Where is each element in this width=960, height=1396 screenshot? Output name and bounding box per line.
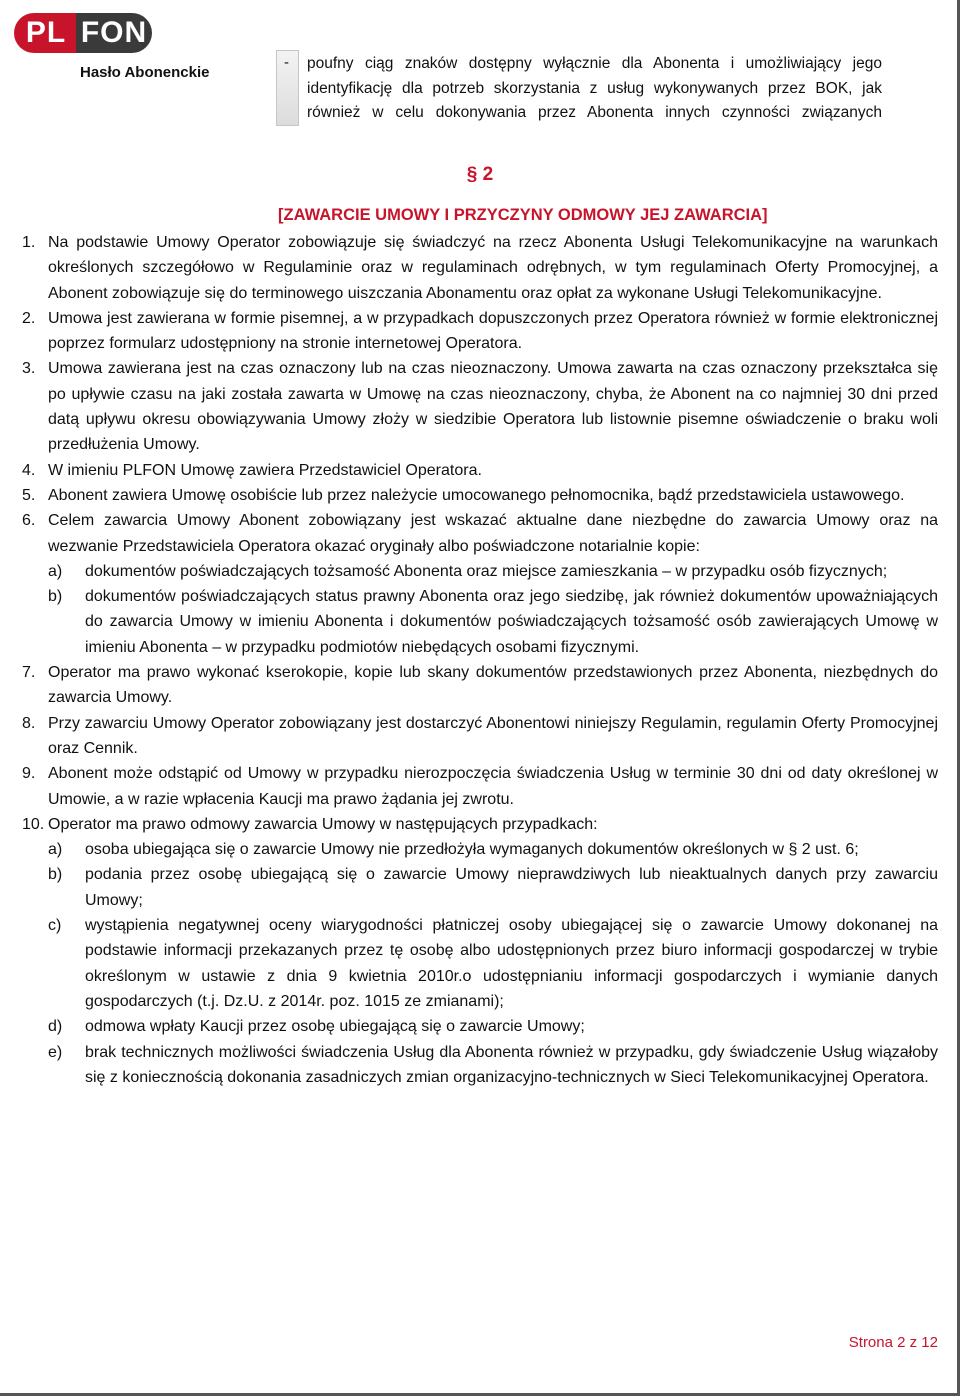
sub-text: dokumentów poświadczających tożsamość Abonenta oraz miejsce zamieszkania – w przypadku osób fizycznych; <box>85 562 888 580</box>
sub-letter: b) <box>48 866 63 884</box>
clause-10-sub-e <box>22 1040 938 1091</box>
clause-text: Przy zawarciu Umowy Operator zobowiązany jest dostarczyć Abonentowi niniejszy Regulamin, regulamin Oferty Promocyjnej oraz Cennik. <box>48 714 938 757</box>
clause-10 <box>22 812 938 837</box>
clause-1 <box>22 230 938 306</box>
clause-4 <box>22 458 938 483</box>
clause-10-sub-c <box>22 913 938 1014</box>
clause-7 <box>22 660 938 711</box>
definition-text: poufny ciąg znaków dostępny wyłącznie dla Abonenta i umożliwiający jego identyfikację dla potrzeb skorzystania z usług wykonywanych przez BOK, jak również w celu dokonywania przez Abonenta innych czynności związanych <box>307 55 882 121</box>
clause-10-sub-d <box>22 1014 938 1039</box>
page-number: Strona 2 z 12 <box>848 1334 938 1351</box>
clause-10-sub-a <box>22 837 938 862</box>
clause-text: Na podstawie Umowy Operator zobowiązuje się świadczyć na rzecz Abonenta Usługi Telekomunikacyjne na warunkach określonych szczegółowo w Regulaminie oraz w regulaminach odrębnych, w tym regulaminach Oferty Promocyjnej, a Abonent zobowiązuje się do terminowego uiszczania Abonamentu oraz opłat za wykonane Usługi Telekomunikacyjne. <box>48 234 938 302</box>
sub-letter: e) <box>48 1043 63 1061</box>
sub-text: podania przez osobę ubiegającą się o zawarcie Umowy nieprawdziwych lub nieaktualnych danych przy zawarciu Umowy; <box>85 866 938 909</box>
clause-8 <box>22 711 938 762</box>
clause-number: 8. <box>22 714 36 732</box>
clause-number: 10. <box>22 815 45 833</box>
sub-text: brak technicznych możliwości świadczenia Usług dla Abonenta również w przypadku, gdy świadczenie Usług wiązałoby się z koniecznością dokonania zasadniczych zmian organizacyjno-technicznych w Sieci Telekomunikacyjnej Operatora. <box>85 1043 938 1086</box>
clause-6 <box>22 508 938 559</box>
sub-letter: c) <box>48 917 62 935</box>
section-title: [ZAWARCIE UMOWY I PRZYCZYNY ODMOWY JEJ ZAWARCIA] <box>278 206 768 224</box>
clause-6-sub-b <box>22 584 938 660</box>
clause-text: Abonent może odstąpić od Umowy w przypadku nierozpoczęcia świadczenia Usług w terminie 30 dni od daty określonej w Umowie, a w razie wpłacenia Kaucji ma prawo żądania jej zwrotu. <box>48 765 938 808</box>
plfon-logo <box>14 13 152 53</box>
sub-letter: d) <box>48 1018 63 1036</box>
clause-2 <box>22 306 938 357</box>
clause-number: 9. <box>22 765 36 783</box>
clause-text: Operator ma prawo wykonać kserokopie, kopie lub skany dokumentów przedstawionych przez Abonenta, niezbędnych do zawarcia Umowy. <box>48 664 938 707</box>
sub-text: dokumentów poświadczających status prawny Abonenta oraz jego siedzibę, jak również dokumentów upoważniających do zawarcia Umowy w imieniu Abonenta i dokumentów poświadczających tożsamość osób zawierających Umowę w imieniu Abonenta – w przypadku podmiotów niebędących osobami fizycznymi. <box>85 588 938 656</box>
section-number: § 2 <box>466 164 494 185</box>
clause-number: 5. <box>22 486 36 504</box>
definition-term: Hasło Abonenckie <box>80 64 210 81</box>
clause-text: Operator ma prawo odmowy zawarcia Umowy w następujących przypadkach: <box>48 815 598 833</box>
clause-number: 3. <box>22 360 36 378</box>
logo-pl: PL <box>14 13 78 53</box>
sub-text: odmowa wpłaty Kaucji przez osobę ubiegającą się o zawarcie Umowy; <box>85 1018 585 1036</box>
clause-list <box>22 230 938 1090</box>
clause-text: W imieniu PLFON Umowę zawiera Przedstawiciel Operatora. <box>48 461 482 479</box>
clause-number: 4. <box>22 461 36 479</box>
clause-number: 2. <box>22 309 36 327</box>
clause-number: 7. <box>22 664 36 682</box>
clause-5 <box>22 483 938 508</box>
clause-text: Celem zawarcia Umowy Abonent zobowiązany jest wskazać aktualne dane niezbędne do zawarcia Umowy oraz na wezwanie Przedstawiciela Operatora okazać oryginały albo poświadczone notarialnie kopie: <box>48 512 938 555</box>
logo-fon: FON <box>76 13 152 53</box>
sub-letter: a) <box>48 841 63 859</box>
clause-number: 6. <box>22 512 36 530</box>
clause-3 <box>22 356 938 457</box>
definition-dash: - <box>284 54 289 71</box>
sub-text: osoba ubiegająca się o zawarcie Umowy nie przedłożyła wymaganych dokumentów określonych w § 2 ust. 6; <box>85 841 859 859</box>
sub-letter: b) <box>48 588 63 606</box>
clause-text: Umowa jest zawierana w formie pisemnej, a w przypadkach dopuszczonych przez Operatora również w formie elektronicznej poprzez formularz udostępniony na stronie internetowej Operatora. <box>48 309 938 353</box>
clause-number: 1. <box>22 234 36 251</box>
clause-text: Umowa zawierana jest na czas oznaczony lub na czas nieoznaczony. Umowa zawarta na czas oznaczony przekształca się po upływie czasu na jaki została zawarta w Umowę na czas nieoznaczony, chyba, że Abonent na co najmniej 30 dni przed datą upływu okresu obowiązywania Umowy złoży w siedzibie Operatora lub listownie pisemne oświadczenie o braku woli przedłużenia Umowy. <box>48 360 938 454</box>
sub-text: wystąpienia negatywnej oceny wiarygodności płatniczej osoby ubiegającej się o zawarcie Umowy dokonanej na podstawie informacji przekazanych przez tę osobę albo udostępnionych przez biuro informacji gospodarczej w trybie określonym w ustawie z dnia 9 kwietnia 2010r.o udostępnianiu informacji gospodarczych i wymianie danych gospodarczych (t.j. Dz.U. z 2014r. poz. 1015 ze zmianami); <box>85 917 938 1010</box>
sub-letter: a) <box>48 562 63 580</box>
clause-10-sub-b <box>22 862 938 913</box>
clause-text: Abonent zawiera Umowę osobiście lub przez należycie umocowanego pełnomocnika, bądź przedstawiciela ustawowego. <box>48 486 905 504</box>
clause-9 <box>22 761 938 812</box>
clause-6-sub-a <box>22 559 938 584</box>
